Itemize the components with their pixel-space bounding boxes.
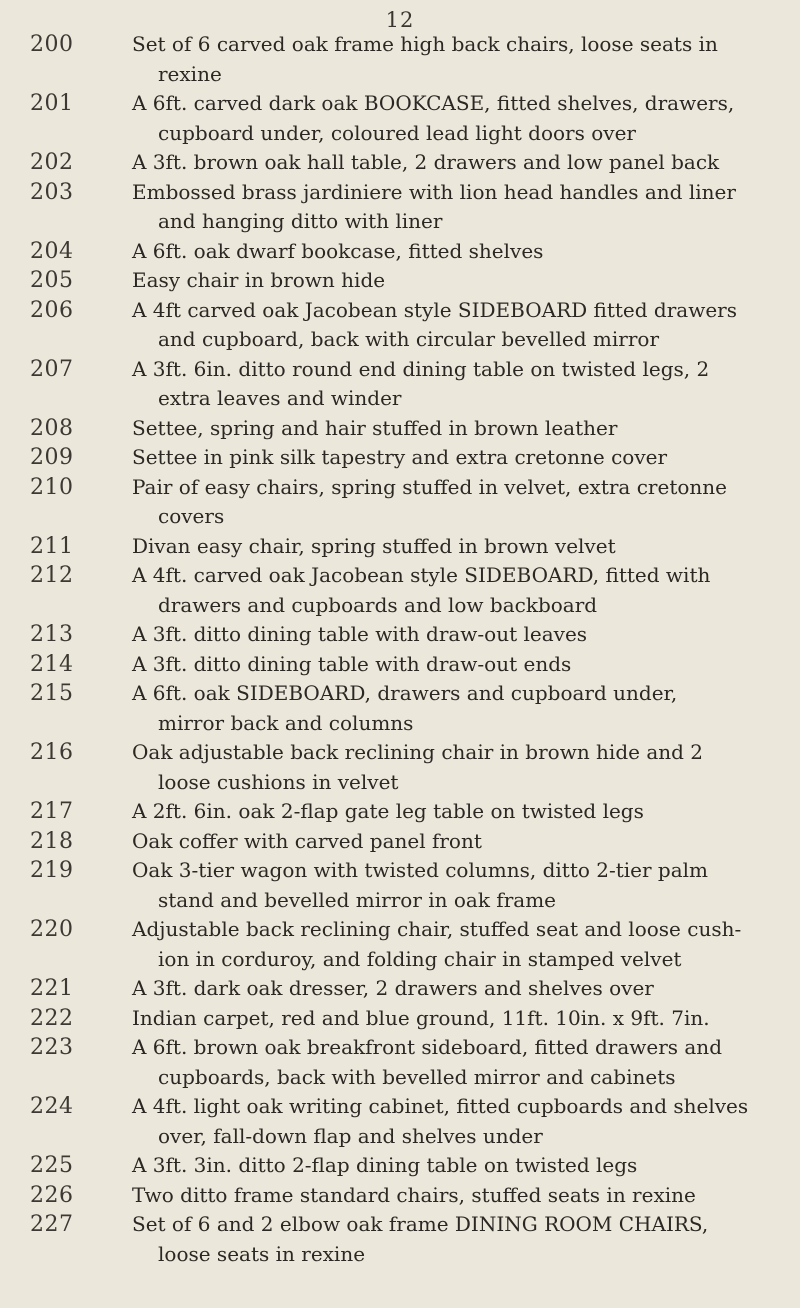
lot-description-line: rexine <box>158 61 222 86</box>
lot-number: 225 <box>30 1153 74 1178</box>
lot-description-line: A 2ft. 6in. oak 2-flap gate leg table on twisted legs <box>132 799 644 823</box>
lot-description-line: covers <box>158 504 225 528</box>
lot-entry <box>30 679 792 738</box>
lot-description-line: Embossed brass jardiniere with lion head handles and liner <box>132 179 736 204</box>
lot-description <box>132 178 792 237</box>
lot-description-line: Oak adjustable back reclining chair in brown hide and 2 <box>132 740 704 764</box>
lot-entry <box>30 414 792 444</box>
lot-description <box>132 1033 792 1092</box>
lot-description <box>132 296 792 355</box>
lot-description <box>132 443 792 473</box>
lot-description <box>132 1004 792 1034</box>
lot-description-line: ion in corduroy, and folding chair in stamped velvet <box>158 946 682 971</box>
lot-number: 209 <box>30 445 74 470</box>
lot-number: 205 <box>30 268 74 293</box>
lot-description-line: stand and bevelled mirror in oak frame <box>158 887 556 912</box>
lot-entry <box>30 237 792 267</box>
lot-description-line: Settee in pink silk tapestry and extra cretonne cover <box>132 445 668 469</box>
lot-number: 215 <box>30 681 74 706</box>
lot-number: 220 <box>30 917 74 942</box>
lot-description <box>132 532 792 562</box>
lot-description-line: A 3ft. brown oak hall table, 2 drawers and low panel back <box>132 150 720 174</box>
lot-number: 224 <box>30 1094 74 1119</box>
lot-description <box>132 237 792 267</box>
lot-description-line: Adjustable back reclining chair, stuffed seat and loose cush- <box>132 917 742 941</box>
lot-number: 213 <box>30 622 74 647</box>
lot-entry <box>30 443 792 473</box>
lot-description <box>132 974 792 1004</box>
lot-description-line: Easy chair in brown hide <box>132 268 386 292</box>
lot-description-line: over, fall-down flap and shelves under <box>158 1123 543 1148</box>
lot-description-line: cupboards, back with bevelled mirror and cabinets <box>158 1064 676 1089</box>
lot-description <box>132 473 792 532</box>
lot-description-line: and cupboard, back with circular bevelled mirror <box>158 327 660 351</box>
lot-entry <box>30 856 792 915</box>
lot-description <box>132 1181 792 1211</box>
lot-description-line: Pair of easy chairs, spring stuffed in velvet, extra cretonne <box>132 474 727 499</box>
lot-entry <box>30 89 792 148</box>
lot-description-line: Two ditto frame standard chairs, stuffed seats in rexine <box>132 1182 696 1207</box>
lot-description-line: A 6ft. carved dark oak BOOKCASE, fitted shelves, drawers, <box>132 91 735 115</box>
lot-description-line: A 3ft. ditto dining table with draw-out ends <box>132 651 572 676</box>
lot-description <box>132 414 792 444</box>
lot-description <box>132 148 792 178</box>
lot-entry <box>30 1151 792 1181</box>
lot-entry <box>30 915 792 974</box>
lot-entry <box>30 473 792 532</box>
lot-entry <box>30 355 792 414</box>
lot-description <box>132 89 792 148</box>
lot-description-line: extra leaves and winder <box>158 386 402 410</box>
lot-description <box>132 915 792 974</box>
lot-entry <box>30 561 792 620</box>
lot-description-line: and hanging ditto with liner <box>158 209 443 233</box>
lot-number: 201 <box>30 91 74 116</box>
lot-entry <box>30 974 792 1004</box>
lot-description-line: loose cushions in velvet <box>158 769 399 794</box>
lot-description-line: Set of 6 carved oak frame high back chairs, loose seats in <box>132 32 718 56</box>
lot-entry <box>30 1004 792 1034</box>
lot-number: 223 <box>30 1035 74 1060</box>
lot-number: 204 <box>30 238 74 264</box>
lot-entry <box>30 738 792 797</box>
lot-number: 210 <box>30 474 74 500</box>
lot-description <box>132 1092 792 1151</box>
lot-description-line: A 4ft. light oak writing cabinet, fitted cupboards and shelves <box>132 1094 749 1118</box>
lot-description <box>132 679 792 738</box>
lot-number: 214 <box>30 651 74 677</box>
lot-description-line: Set of 6 and 2 elbow oak frame DINING ROOM CHAIRS, <box>132 1212 709 1236</box>
lot-number: 208 <box>30 415 74 441</box>
lot-description <box>132 827 792 857</box>
lot-description <box>132 30 792 89</box>
lot-description-line: cupboard under, coloured lead light doors over <box>158 120 636 145</box>
lot-description-line: A 6ft. oak dwarf bookcase, fitted shelves <box>132 238 544 263</box>
lot-description-line: A 3ft. ditto dining table with draw-out leaves <box>132 622 588 646</box>
lot-number: 203 <box>30 179 74 205</box>
lot-description-line: Oak 3-tier wagon with twisted columns, ditto 2-tier palm <box>132 858 709 882</box>
lot-description-line: Oak coffer with carved panel front <box>132 828 482 853</box>
lot-description <box>132 738 792 797</box>
lot-number: 216 <box>30 740 74 765</box>
lot-description-line: A 3ft. 3in. ditto 2-flap dining table on twisted legs <box>132 1153 638 1177</box>
lot-number: 211 <box>30 533 74 559</box>
lot-entry <box>30 650 792 680</box>
lot-number: 212 <box>30 563 74 588</box>
lot-description-line: A 4ft. carved oak Jacobean style SIDEBOARD, fitted with <box>132 563 711 587</box>
lot-entry <box>30 148 792 178</box>
page-number: 12 <box>385 8 415 32</box>
lot-description <box>132 355 792 414</box>
lot-number: 217 <box>30 799 74 824</box>
lot-description <box>132 1210 792 1269</box>
lot-description <box>132 797 792 827</box>
lot-number: 226 <box>30 1182 74 1208</box>
lot-entry <box>30 1033 792 1092</box>
lot-description-line: A 4ft carved oak Jacobean style SIDEBOARD fitted drawers <box>132 297 737 322</box>
lot-entry <box>30 296 792 355</box>
lot-description-line: Divan easy chair, spring stuffed in brown velvet <box>132 533 616 558</box>
lot-description-line: A 6ft. brown oak breakfront sideboard, fitted drawers and <box>132 1035 722 1059</box>
lot-list <box>30 30 792 1269</box>
lot-entry <box>30 266 792 296</box>
lot-entry <box>30 1210 792 1269</box>
lot-number: 218 <box>30 828 74 854</box>
lot-entry <box>30 1181 792 1211</box>
lot-description <box>132 561 792 620</box>
lot-number: 206 <box>30 297 74 323</box>
lot-entry <box>30 620 792 650</box>
lot-entry <box>30 797 792 827</box>
lot-entry <box>30 827 792 857</box>
lot-description <box>132 1151 792 1181</box>
lot-number: 227 <box>30 1212 74 1237</box>
lot-entry <box>30 30 792 89</box>
lot-description-line: Settee, spring and hair stuffed in brown leather <box>132 415 618 440</box>
lot-description <box>132 620 792 650</box>
lot-number: 207 <box>30 356 74 382</box>
lot-entry <box>30 1092 792 1151</box>
lot-description <box>132 650 792 680</box>
lot-description-line: A 3ft. 6in. ditto round end dining table on twisted legs, 2 <box>132 356 710 381</box>
lot-number: 222 <box>30 1005 74 1031</box>
lot-number: 221 <box>30 976 74 1001</box>
lot-number: 202 <box>30 150 74 175</box>
lot-description <box>132 266 792 296</box>
lot-number: 219 <box>30 858 74 883</box>
lot-description-line: mirror back and columns <box>158 710 414 735</box>
lot-description-line: loose seats in rexine <box>158 1241 366 1266</box>
lot-description-line: A 3ft. dark oak dresser, 2 drawers and shelves over <box>132 976 654 1000</box>
lot-number: 200 <box>30 32 74 57</box>
lot-description-line: Indian carpet, red and blue ground, 11ft. 10in. x 9ft. 7in. <box>132 1005 710 1030</box>
lot-description-line: A 6ft. oak SIDEBOARD, drawers and cupboard under, <box>132 681 678 705</box>
lot-entry <box>30 532 792 562</box>
lot-description-line: drawers and cupboards and low backboard <box>158 592 598 617</box>
lot-description <box>132 856 792 915</box>
lot-entry <box>30 178 792 237</box>
